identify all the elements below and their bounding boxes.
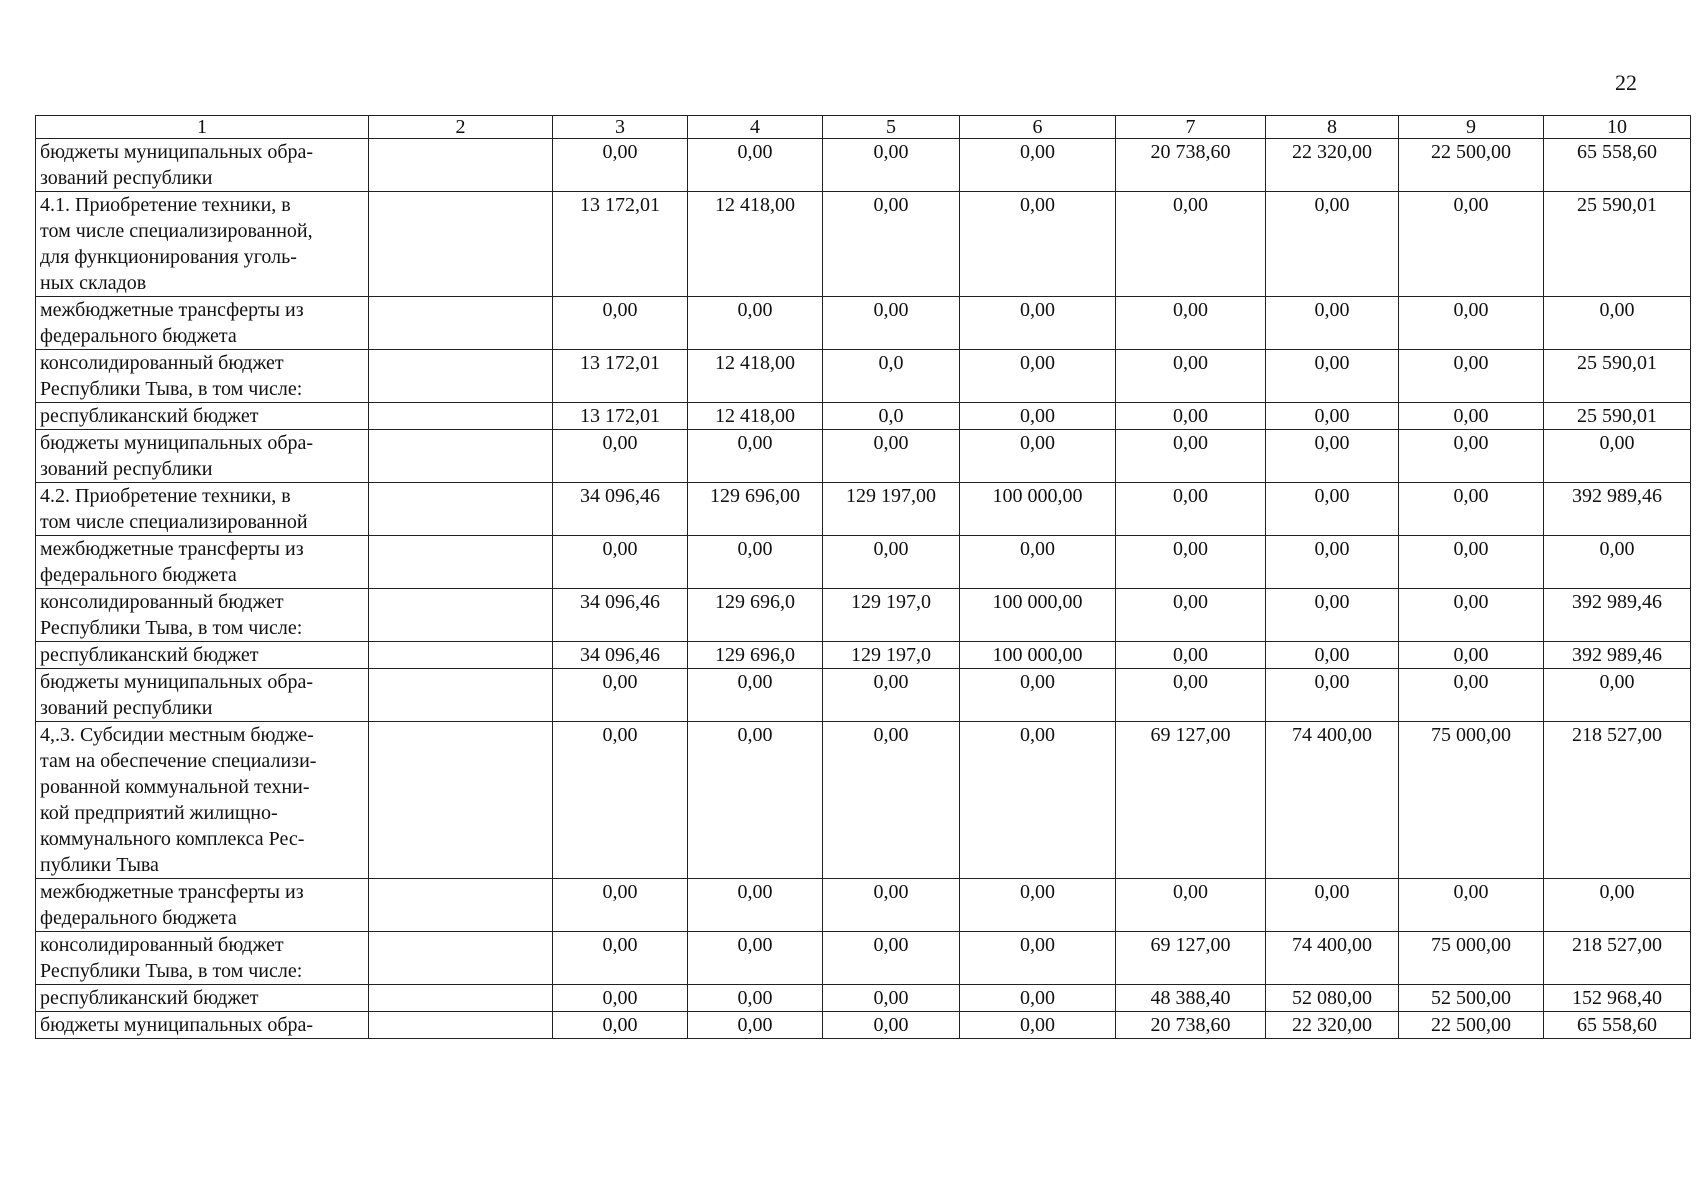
row-value-cell: 0,00 (823, 297, 960, 350)
row-value-cell: 0,00 (1544, 669, 1691, 722)
row-value-cell: 0,00 (1116, 536, 1266, 589)
row-value-cell: 0,00 (688, 985, 823, 1012)
row-value-cell: 0,00 (1116, 483, 1266, 536)
row-value-cell: 0,00 (1544, 879, 1691, 932)
row-value-cell: 0,00 (1116, 669, 1266, 722)
column-header: 4 (688, 116, 823, 139)
row-label: межбюджетные трансферты из федерального бюджета (36, 536, 369, 589)
row-column-2-cell (369, 722, 553, 879)
row-value-cell: 0,00 (1399, 483, 1544, 536)
row-value-cell: 65 558,60 (1544, 139, 1691, 192)
row-value-cell: 12 418,00 (688, 403, 823, 430)
row-value-cell: 0,00 (1266, 430, 1399, 483)
table-row (36, 589, 1691, 642)
row-value-cell: 0,00 (553, 669, 688, 722)
row-value-cell: 0,00 (1116, 403, 1266, 430)
row-value-cell: 0,00 (1399, 192, 1544, 297)
table-row (36, 483, 1691, 536)
row-column-2-cell (369, 297, 553, 350)
row-value-cell: 0,00 (1266, 879, 1399, 932)
row-column-2-cell (369, 589, 553, 642)
row-value-cell: 0,00 (1266, 536, 1399, 589)
table-row (36, 1012, 1691, 1039)
row-value-cell: 392 989,46 (1544, 589, 1691, 642)
table-row (36, 642, 1691, 669)
row-value-cell: 0,00 (688, 430, 823, 483)
row-column-2-cell (369, 350, 553, 403)
row-value-cell: 0,00 (1544, 536, 1691, 589)
row-value-cell: 74 400,00 (1266, 932, 1399, 985)
row-value-cell: 0,00 (960, 139, 1116, 192)
row-label: 4.2. Приобретение техники, в том числе специализированной (36, 483, 369, 536)
row-value-cell: 0,00 (1266, 297, 1399, 350)
row-value-cell: 0,00 (960, 403, 1116, 430)
row-value-cell: 0,0 (823, 350, 960, 403)
column-header: 5 (823, 116, 960, 139)
row-value-cell: 0,00 (688, 879, 823, 932)
row-value-cell: 0,00 (553, 536, 688, 589)
row-value-cell: 0,00 (960, 879, 1116, 932)
row-value-cell: 0,00 (960, 350, 1116, 403)
row-column-2-cell (369, 536, 553, 589)
row-value-cell: 129 696,00 (688, 483, 823, 536)
row-label: республиканский бюджет (36, 403, 369, 430)
row-label: республиканский бюджет (36, 985, 369, 1012)
row-value-cell: 0,00 (688, 1012, 823, 1039)
row-value-cell: 0,00 (823, 879, 960, 932)
row-value-cell: 0,00 (823, 139, 960, 192)
row-value-cell: 0,00 (553, 297, 688, 350)
table-body (36, 139, 1691, 1039)
row-value-cell: 0,00 (960, 985, 1116, 1012)
row-value-cell: 0,00 (1266, 589, 1399, 642)
row-value-cell: 0,00 (688, 932, 823, 985)
row-value-cell: 0,00 (1266, 669, 1399, 722)
row-value-cell: 0,00 (1399, 669, 1544, 722)
row-value-cell: 20 738,60 (1116, 1012, 1266, 1039)
row-label: бюджеты муниципальных обра- зований республики (36, 430, 369, 483)
table-row (36, 350, 1691, 403)
row-value-cell: 75 000,00 (1399, 722, 1544, 879)
table-row (36, 192, 1691, 297)
row-value-cell: 0,00 (1116, 350, 1266, 403)
row-value-cell: 0,00 (1399, 642, 1544, 669)
row-value-cell: 0,00 (960, 536, 1116, 589)
row-value-cell: 13 172,01 (553, 192, 688, 297)
row-value-cell: 25 590,01 (1544, 192, 1691, 297)
row-value-cell: 34 096,46 (553, 483, 688, 536)
row-value-cell: 0,00 (1544, 430, 1691, 483)
row-value-cell: 52 500,00 (1399, 985, 1544, 1012)
row-value-cell: 0,00 (823, 985, 960, 1012)
row-value-cell: 13 172,01 (553, 403, 688, 430)
column-header: 8 (1266, 116, 1399, 139)
row-value-cell: 152 968,40 (1544, 985, 1691, 1012)
row-value-cell: 218 527,00 (1544, 932, 1691, 985)
column-header: 10 (1544, 116, 1691, 139)
row-value-cell: 25 590,01 (1544, 350, 1691, 403)
row-column-2-cell (369, 403, 553, 430)
row-value-cell: 0,00 (823, 430, 960, 483)
row-value-cell: 74 400,00 (1266, 722, 1399, 879)
row-value-cell: 0,00 (1266, 192, 1399, 297)
table-row (36, 879, 1691, 932)
row-value-cell: 129 696,0 (688, 642, 823, 669)
header-row (36, 116, 1691, 139)
row-value-cell: 0,00 (960, 1012, 1116, 1039)
row-value-cell: 0,00 (1266, 483, 1399, 536)
table-row (36, 536, 1691, 589)
column-header: 6 (960, 116, 1116, 139)
row-value-cell: 0,00 (553, 722, 688, 879)
row-value-cell: 129 197,0 (823, 589, 960, 642)
row-value-cell: 0,00 (553, 932, 688, 985)
row-value-cell: 0,00 (823, 536, 960, 589)
row-column-2-cell (369, 642, 553, 669)
row-label: межбюджетные трансферты из федерального бюджета (36, 297, 369, 350)
row-value-cell: 0,00 (823, 669, 960, 722)
row-value-cell: 12 418,00 (688, 350, 823, 403)
row-value-cell: 22 500,00 (1399, 1012, 1544, 1039)
row-value-cell: 22 500,00 (1399, 139, 1544, 192)
row-column-2-cell (369, 1012, 553, 1039)
row-value-cell: 34 096,46 (553, 589, 688, 642)
table-row (36, 985, 1691, 1012)
row-label: 4,.3. Субсидии местным бюдже- там на обеспечение специализи- рованной коммунальной техни- кой предприятий жилищно- коммунального комплекса Рес- публики Тыва (36, 722, 369, 879)
column-header: 7 (1116, 116, 1266, 139)
row-value-cell: 392 989,46 (1544, 642, 1691, 669)
row-value-cell: 0,00 (688, 722, 823, 879)
row-column-2-cell (369, 192, 553, 297)
table-row (36, 932, 1691, 985)
row-value-cell: 0,00 (688, 536, 823, 589)
table-row (36, 139, 1691, 192)
row-value-cell: 0,00 (1544, 297, 1691, 350)
row-value-cell: 52 080,00 (1266, 985, 1399, 1012)
row-value-cell: 0,00 (1399, 350, 1544, 403)
row-value-cell: 0,00 (960, 669, 1116, 722)
row-value-cell: 0,00 (553, 985, 688, 1012)
row-value-cell: 392 989,46 (1544, 483, 1691, 536)
row-value-cell: 0,00 (960, 430, 1116, 483)
row-value-cell: 34 096,46 (553, 642, 688, 669)
row-value-cell: 0,00 (553, 1012, 688, 1039)
row-value-cell: 69 127,00 (1116, 932, 1266, 985)
column-header: 2 (369, 116, 553, 139)
column-header: 9 (1399, 116, 1544, 139)
row-value-cell: 12 418,00 (688, 192, 823, 297)
row-value-cell: 22 320,00 (1266, 1012, 1399, 1039)
column-header: 3 (553, 116, 688, 139)
table-row (36, 403, 1691, 430)
budget-table (35, 115, 1691, 1039)
row-value-cell: 100 000,00 (960, 642, 1116, 669)
row-label: 4.1. Приобретение техники, в том числе специализированной, для функционирования уголь- ных складов (36, 192, 369, 297)
row-value-cell: 0,00 (1399, 536, 1544, 589)
row-label: межбюджетные трансферты из федерального бюджета (36, 879, 369, 932)
row-value-cell: 0,00 (823, 192, 960, 297)
row-value-cell: 48 388,40 (1116, 985, 1266, 1012)
table-row (36, 669, 1691, 722)
row-value-cell: 0,00 (1116, 430, 1266, 483)
row-value-cell: 0,00 (553, 430, 688, 483)
row-value-cell: 0,00 (960, 297, 1116, 350)
row-label: консолидированный бюджет Республики Тыва, в том числе: (36, 350, 369, 403)
row-value-cell: 0,00 (1266, 642, 1399, 669)
row-column-2-cell (369, 879, 553, 932)
row-value-cell: 0,00 (960, 932, 1116, 985)
table-row (36, 297, 1691, 350)
row-value-cell: 75 000,00 (1399, 932, 1544, 985)
row-value-cell: 0,00 (688, 297, 823, 350)
row-value-cell: 65 558,60 (1544, 1012, 1691, 1039)
row-value-cell: 0,00 (688, 669, 823, 722)
row-value-cell: 129 197,00 (823, 483, 960, 536)
row-value-cell: 0,0 (823, 403, 960, 430)
row-label: консолидированный бюджет Республики Тыва, в том числе: (36, 932, 369, 985)
row-value-cell: 0,00 (823, 722, 960, 879)
row-value-cell: 0,00 (688, 139, 823, 192)
row-column-2-cell (369, 430, 553, 483)
row-value-cell: 25 590,01 (1544, 403, 1691, 430)
row-value-cell: 20 738,60 (1116, 139, 1266, 192)
row-value-cell: 0,00 (1399, 879, 1544, 932)
row-label: республиканский бюджет (36, 642, 369, 669)
row-value-cell: 0,00 (1116, 879, 1266, 932)
row-value-cell: 0,00 (1399, 297, 1544, 350)
table-row (36, 430, 1691, 483)
row-value-cell: 0,00 (1116, 642, 1266, 669)
row-value-cell: 0,00 (1266, 350, 1399, 403)
row-value-cell: 0,00 (1399, 430, 1544, 483)
row-value-cell: 69 127,00 (1116, 722, 1266, 879)
row-value-cell: 129 696,0 (688, 589, 823, 642)
row-value-cell: 100 000,00 (960, 589, 1116, 642)
row-value-cell: 100 000,00 (960, 483, 1116, 536)
row-value-cell: 0,00 (553, 139, 688, 192)
row-column-2-cell (369, 139, 553, 192)
row-column-2-cell (369, 669, 553, 722)
row-value-cell: 218 527,00 (1544, 722, 1691, 879)
row-value-cell: 0,00 (823, 1012, 960, 1039)
row-label: бюджеты муниципальных обра- зований республики (36, 139, 369, 192)
row-value-cell: 0,00 (1116, 589, 1266, 642)
row-value-cell: 22 320,00 (1266, 139, 1399, 192)
row-value-cell: 13 172,01 (553, 350, 688, 403)
row-value-cell: 0,00 (960, 722, 1116, 879)
row-value-cell: 129 197,0 (823, 642, 960, 669)
row-value-cell: 0,00 (1116, 297, 1266, 350)
row-column-2-cell (369, 483, 553, 536)
row-value-cell: 0,00 (1266, 403, 1399, 430)
table-row (36, 722, 1691, 879)
row-value-cell: 0,00 (1399, 589, 1544, 642)
row-value-cell: 0,00 (553, 879, 688, 932)
column-header: 1 (36, 116, 369, 139)
row-label: бюджеты муниципальных обра- зований республики (36, 669, 369, 722)
page-number: 22 (1615, 70, 1637, 95)
row-value-cell: 0,00 (1116, 192, 1266, 297)
row-value-cell: 0,00 (960, 192, 1116, 297)
row-label: консолидированный бюджет Республики Тыва, в том числе: (36, 589, 369, 642)
row-value-cell: 0,00 (1399, 403, 1544, 430)
row-value-cell: 0,00 (823, 932, 960, 985)
row-column-2-cell (369, 985, 553, 1012)
row-column-2-cell (369, 932, 553, 985)
row-label: бюджеты муниципальных обра- (36, 1012, 369, 1039)
